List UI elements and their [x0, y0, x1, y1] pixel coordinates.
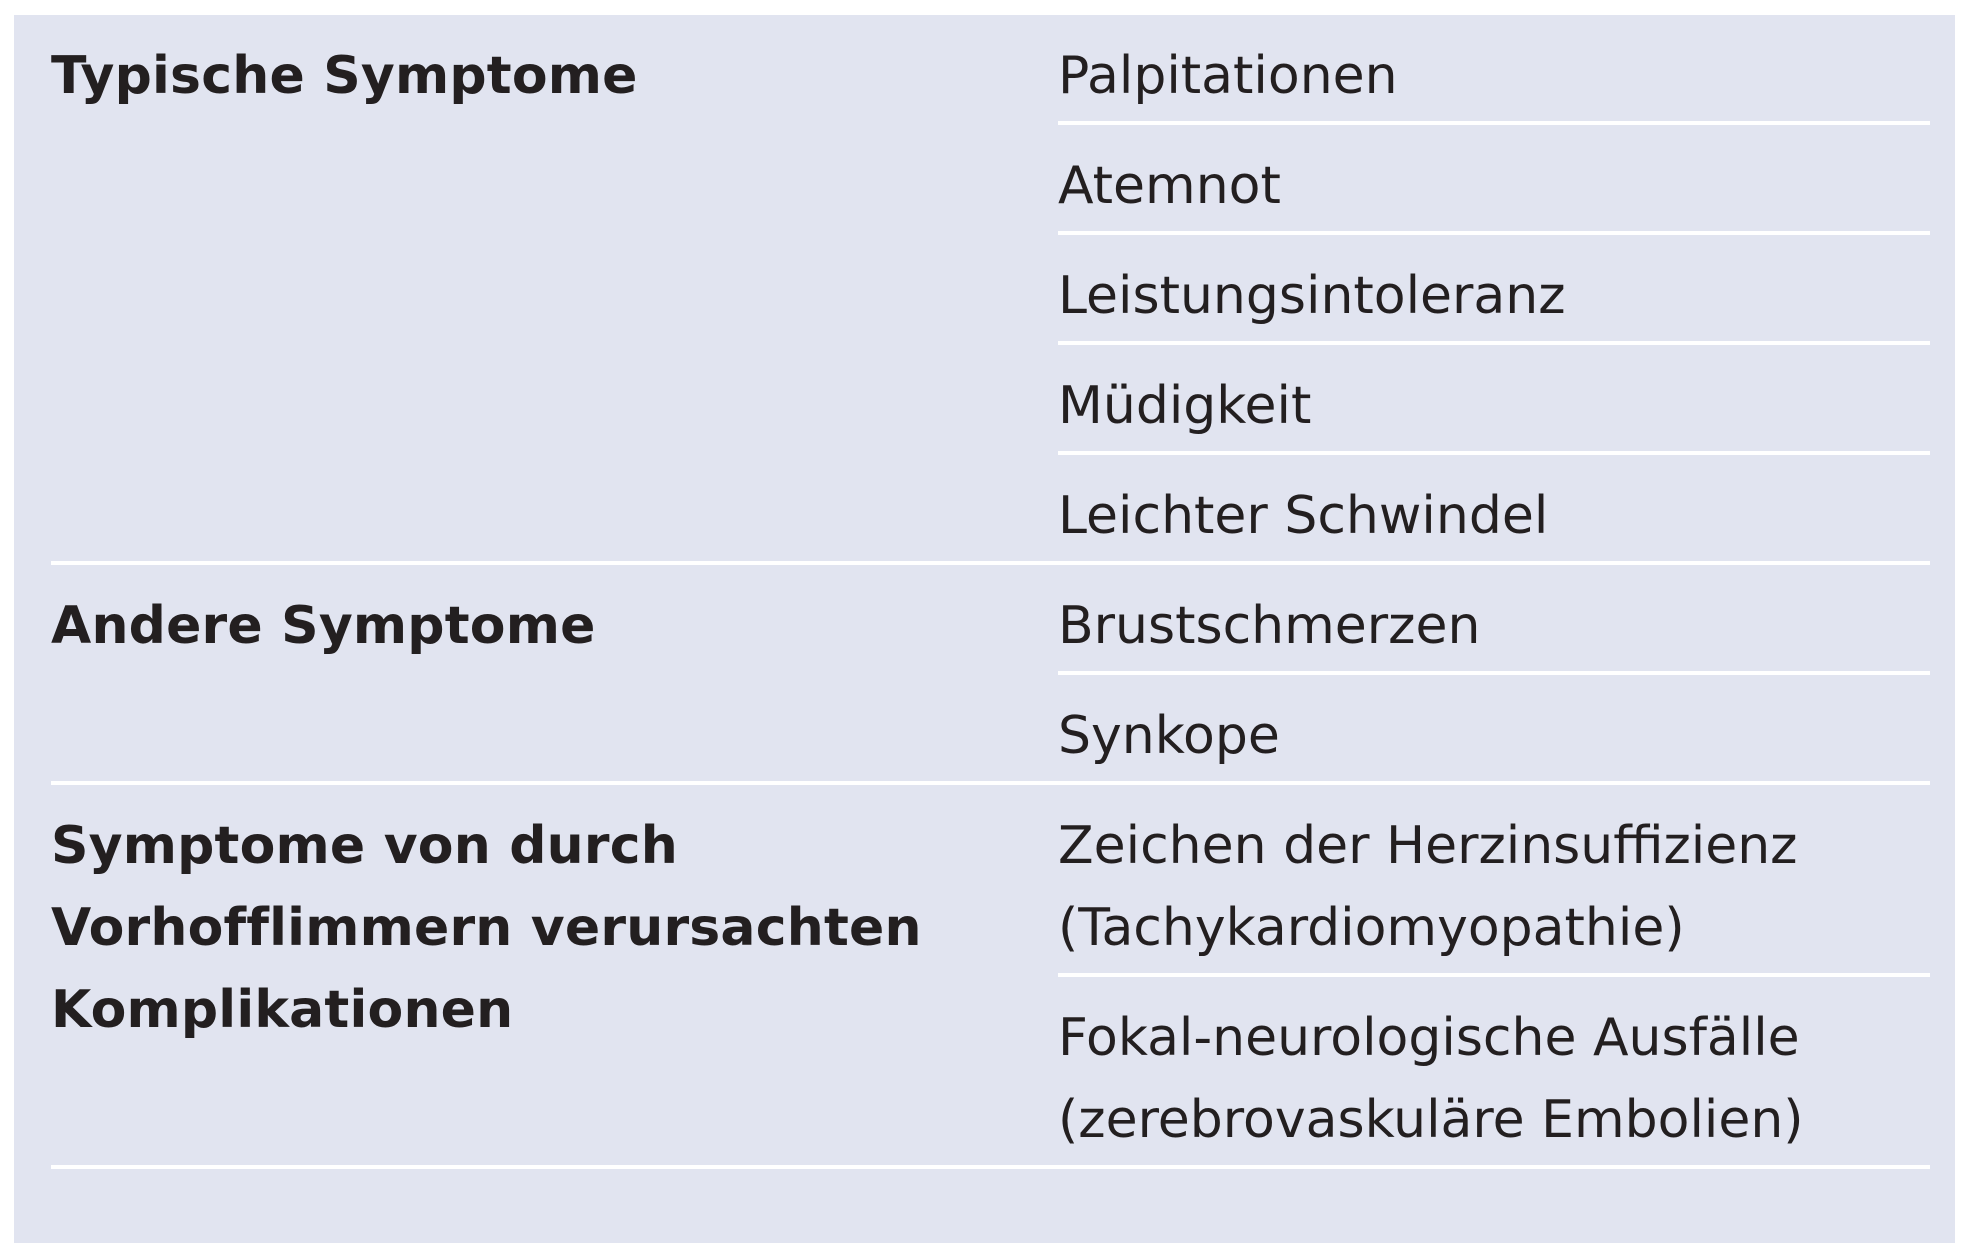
- symptom-item: Atemnot: [1058, 125, 1930, 235]
- category-label-line: Symptome von durch: [51, 816, 678, 876]
- category-label: Andere Symptome: [51, 596, 596, 656]
- symptom-group-typical: [51, 15, 1930, 565]
- category-label: [51, 785, 1058, 1169]
- symptom-table: [51, 15, 1930, 1169]
- category-label-line: Vorhofflimmern verursachten: [51, 898, 922, 958]
- symptom-list: [1058, 785, 1930, 1169]
- symptom-item: Synkope: [1058, 706, 1280, 766]
- symptom-item: Leichter Schwindel: [1058, 486, 1549, 546]
- symptom-table-panel: [14, 15, 1955, 1243]
- symptom-item: Brustschmerzen: [1058, 565, 1930, 675]
- symptom-group-other: [51, 565, 1930, 785]
- symptom-item: Fokal-neurologische Ausfälle (zerebrovaskuläre Embolien): [1058, 1008, 1804, 1150]
- symptom-group-complications: [51, 785, 1930, 1169]
- category-label-line: Komplikationen: [51, 980, 514, 1040]
- symptom-list: [1058, 15, 1930, 565]
- symptom-item: Leistungsintoleranz: [1058, 235, 1930, 345]
- category-label: Typische Symptome: [51, 46, 638, 106]
- symptom-item: Zeichen der Herzinsuffizienz (Tachykardiomyopathie): [1058, 785, 1930, 977]
- symptom-item: Palpitationen: [1058, 15, 1930, 125]
- symptom-list: [1058, 565, 1930, 785]
- symptom-item: Müdigkeit: [1058, 345, 1930, 455]
